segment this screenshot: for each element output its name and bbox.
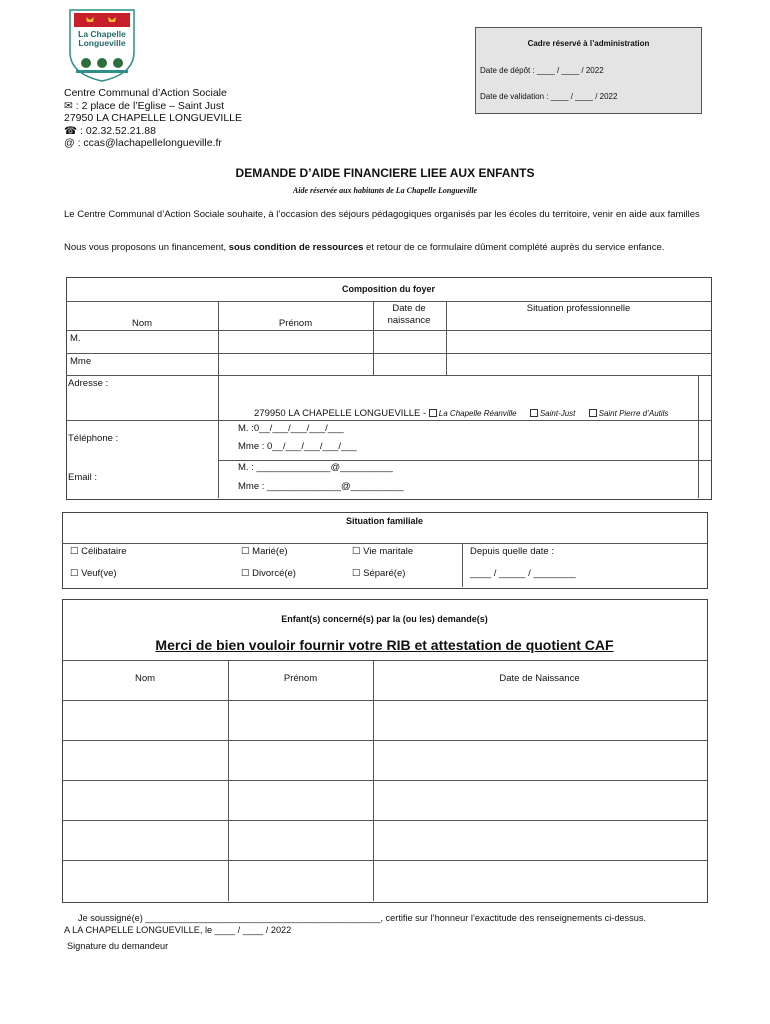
row-label-mme: Mme <box>70 356 92 367</box>
intro-paragraph-1: Le Centre Communal d’Action Sociale souhaite, à l’occasion des séjours pédagogiques organisés par les écoles du territoire, venir en aide aux familles <box>64 209 700 220</box>
checkbox-divorce[interactable]: ☐ Divorcé(e) <box>241 568 296 579</box>
org-phone: : 02.32.52.21.88 <box>80 124 156 137</box>
soussigne-line[interactable]: Je soussigné(e) ______________________________________________, certifie sur l’honneur l’exactitude des renseignements ci-dessus. <box>78 913 647 923</box>
checkbox-celibataire[interactable]: ☐ Célibataire <box>70 546 127 557</box>
row-label-m: M. <box>70 333 81 344</box>
enfants-col-nom: Nom <box>134 673 156 684</box>
checkbox-marie[interactable]: ☐ Marié(e) <box>241 546 288 557</box>
logo-line-1: La Chapelle <box>78 29 126 39</box>
foyer-col-nom: Nom <box>131 318 153 329</box>
email-label: Email : <box>68 472 98 483</box>
admin-title: Cadre réservé à l’administration <box>527 39 650 48</box>
org-address: : 2 place de l’Eglise – Saint Just <box>75 99 224 112</box>
option-reanville[interactable]: La Chapelle Réanville <box>429 409 517 418</box>
email-mme-field[interactable]: Mme : ______________@__________ <box>238 481 404 492</box>
familiale-heading: Situation familiale <box>345 516 423 526</box>
depuis-label: Depuis quelle date : <box>470 546 554 557</box>
intro-paragraph-2: Nous vous proposons un financement, sous condition de ressources et retour de ce formulaire dûment complété auprès du service enfance. <box>64 242 665 253</box>
town-logo <box>68 8 136 82</box>
admin-box <box>475 27 702 114</box>
signature-label: Signature du demandeur <box>67 941 169 951</box>
foyer-col-prenom: Prénom <box>278 318 313 329</box>
telephone-mme-field[interactable]: Mme : 0__/___/___/___/___ <box>238 441 357 452</box>
logo-line-2: Longueville <box>78 38 126 48</box>
checkbox-separe[interactable]: ☐ Séparé(e) <box>352 568 405 579</box>
foyer-col-situation: Situation professionnelle <box>526 303 631 314</box>
org-name: Centre Communal d’Action Sociale <box>64 87 227 99</box>
telephone-m-field[interactable]: M. :0__/___/___/___/___ <box>238 423 344 434</box>
phone-icon: ☎ <box>64 124 78 137</box>
option-saint-pierre[interactable]: Saint Pierre d’Autils <box>589 409 669 418</box>
org-email: @ : ccas@lachapellelongueville.fr <box>64 137 222 149</box>
checkbox-veuf[interactable]: ☐ Veuf(ve) <box>70 568 117 579</box>
page-subtitle: Aide réservée aux habitants de La Chapelle Longueville <box>292 186 478 195</box>
adresse-label: Adresse : <box>68 378 109 389</box>
lieu-date-line[interactable]: A LA CHAPELLE LONGUEVILLE, le ____ / ____ / 2022 <box>64 925 292 935</box>
adresse-line <box>254 408 668 419</box>
envelope-icon: ✉ <box>64 99 73 112</box>
email-m-field[interactable]: M. : ______________@__________ <box>238 462 393 473</box>
admin-validation-date: Date de validation : ____ / ____ / 2022 <box>480 92 618 101</box>
contact-block <box>64 87 242 150</box>
enfants-col-prenom: Prénom <box>283 673 318 684</box>
depuis-date-field[interactable]: ____ / _____ / ________ <box>470 568 576 579</box>
rib-notice: Merci de bien vouloir fournir votre RIB et attestation de quotient CAF <box>155 637 614 653</box>
checkbox-vie-maritale[interactable]: ☐ Vie maritale <box>352 546 413 557</box>
foyer-col-date: Date de naissance <box>387 303 431 326</box>
org-city: 27950 LA CHAPELLE LONGUEVILLE <box>64 112 243 124</box>
page-title: DEMANDE D’AIDE FINANCIERE LIEE AUX ENFANTS <box>235 166 535 180</box>
admin-depot-date: Date de dépôt : ____ / ____ / 2022 <box>480 66 604 75</box>
enfants-col-date: Date de Naissance <box>499 673 580 684</box>
adresse-city: 279950 LA CHAPELLE LONGUEVILLE - <box>254 408 427 419</box>
foyer-heading: Composition du foyer <box>342 284 435 294</box>
telephone-label: Téléphone : <box>68 433 119 444</box>
enfants-heading: Enfant(s) concerné(s) par la (ou les) demande(s) <box>281 614 488 624</box>
option-saint-just[interactable]: Saint-Just <box>530 409 576 418</box>
condition-emphasis: sous condition de ressources <box>228 242 364 253</box>
